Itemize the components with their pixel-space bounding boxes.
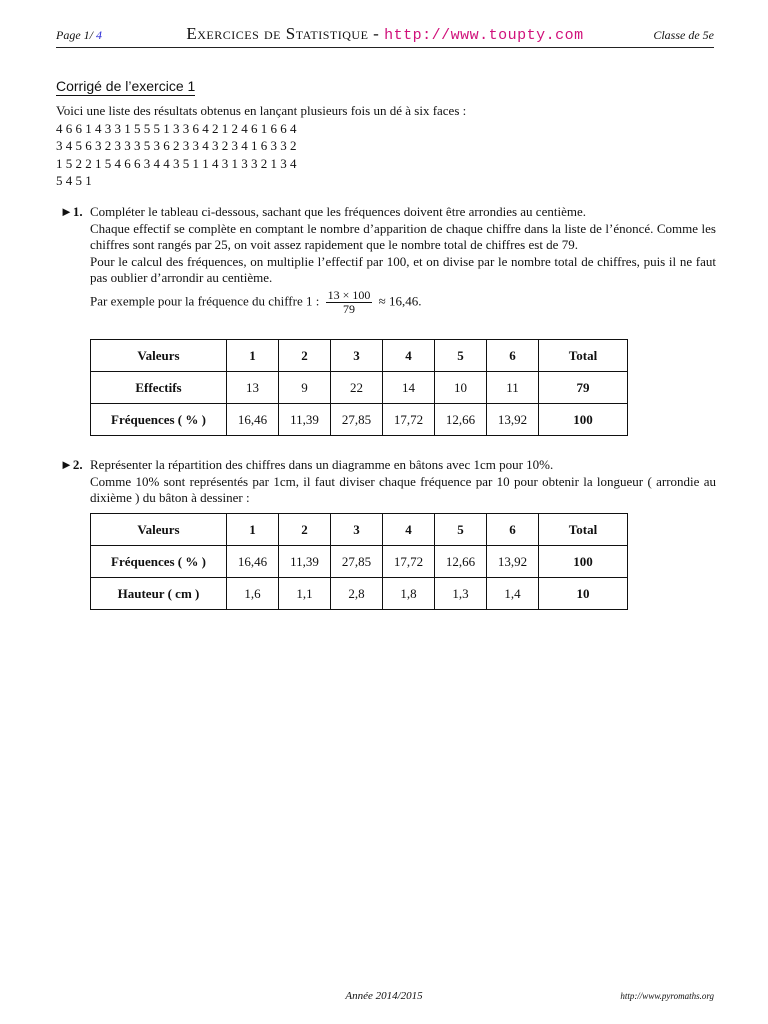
table-cell: 1,3 (435, 578, 487, 610)
table-cell: 1,1 (279, 578, 331, 610)
table-cell: 9 (279, 372, 331, 404)
table-cell: 13,92 (487, 546, 539, 578)
question-number: ►2. (60, 457, 83, 472)
dice-results-line: 1 5 2 2 1 5 4 6 6 3 4 4 3 5 1 1 4 3 1 3 3 2 1 3 4 (56, 155, 297, 171)
table-row (91, 372, 628, 404)
table-cell: 11 (487, 372, 539, 404)
frequency-table (90, 339, 628, 436)
table-cell: 5 (435, 514, 487, 546)
example-result: ≈ 16,46. (378, 292, 422, 308)
table-cell: Valeurs (91, 514, 227, 546)
document-title: Exercices de Statistique (186, 24, 369, 43)
table-cell: 16,46 (227, 404, 279, 436)
table-cell: 10 (435, 372, 487, 404)
table-cell: 6 (487, 340, 539, 372)
intro-block (56, 102, 716, 190)
page-label: Page 1/ (56, 28, 93, 42)
table-cell: 22 (331, 372, 383, 404)
table-row (91, 578, 628, 610)
header-divider (56, 47, 714, 48)
question-number: ►1. (60, 204, 83, 219)
page-header (56, 24, 714, 46)
question-1 (56, 204, 716, 316)
table-cell: Fréquences ( % ) (91, 404, 227, 436)
question-statement: Représenter la répartition des chiffres dans un diagramme en bâtons avec 1cm pour 10%. (90, 457, 554, 472)
table-cell: Valeurs (91, 340, 227, 372)
header-title (56, 24, 714, 44)
answer-paragraph: Pour le calcul des fréquences, on multiplie l’effectif par 100, et on divise par le nombre total de chiffres, puis il ne faut pas oublier d’arrondir au centième. (90, 253, 716, 285)
answer-paragraph: Chaque effectif se complète en comptant le nombre d’apparition de chaque chiffre dans la liste de l’énoncé. Comme les chiffres sont rangés par 25, on voit assez rapidement que le nombre total de chiffres est de 79. (90, 220, 716, 252)
dice-results-line: 4 6 6 1 4 3 3 1 5 5 5 1 3 3 6 4 2 1 2 4 6 1 6 6 4 (56, 120, 297, 136)
table-cell: 4 (383, 514, 435, 546)
table-cell: 16,46 (227, 546, 279, 578)
table-cell: 1,4 (487, 578, 539, 610)
question-2 (56, 457, 716, 507)
title-separator: - (368, 24, 385, 43)
page-total-link[interactable]: 4 (96, 28, 102, 42)
fraction (326, 289, 373, 316)
table-row (91, 340, 628, 372)
footer-year: Année 2014/2015 (345, 990, 423, 1002)
table-row (91, 514, 628, 546)
table-cell: 3 (331, 340, 383, 372)
table-cell: 10 (539, 578, 628, 610)
table-cell: 17,72 (383, 404, 435, 436)
height-table (90, 513, 628, 610)
fraction-numerator: 13 × 100 (327, 287, 371, 302)
table-cell: 1,8 (383, 578, 435, 610)
dice-results-line: 5 4 5 1 (56, 173, 92, 188)
dice-results-line: 3 4 5 6 3 2 3 3 3 5 3 6 2 3 3 4 3 2 3 4 1 6 3 3 2 (56, 138, 297, 153)
table-cell: 27,85 (331, 546, 383, 578)
section-title: Corrigé de l’exercice 1 (56, 78, 196, 94)
example-prefix: Par exemple pour la fréquence du chiffre 1 : (90, 292, 320, 308)
table-cell: 27,85 (331, 404, 383, 436)
table-cell: Total (539, 340, 628, 372)
table-cell: 13,92 (487, 404, 539, 436)
table-cell: 11,39 (279, 546, 331, 578)
table-cell: 11,39 (279, 404, 331, 436)
table-cell: 100 (539, 546, 628, 578)
answer-paragraph: Comme 10% sont représentés par 1cm, il faut diviser chaque fréquence par 10 pour obtenir la longueur ( arrondie au dixième ) du bâton à dessiner : (90, 473, 716, 505)
table-cell: Hauteur ( cm ) (91, 578, 227, 610)
table-cell: 17,72 (383, 546, 435, 578)
table-cell: 5 (435, 340, 487, 372)
table-cell: 6 (487, 514, 539, 546)
example-line (90, 289, 716, 316)
table-cell: 1,6 (227, 578, 279, 610)
table-row (91, 404, 628, 436)
source-url-link[interactable]: http://www.toupty.com (384, 27, 584, 44)
table-cell: Fréquences ( % ) (91, 546, 227, 578)
fraction-denominator: 79 (342, 301, 355, 316)
table-cell: 13 (227, 372, 279, 404)
table-cell: 3 (331, 514, 383, 546)
footer-site-link[interactable]: http://www.pyromaths.org (620, 991, 714, 1001)
table-cell: 1 (227, 340, 279, 372)
table-cell: Effectifs (91, 372, 227, 404)
table-cell: 1 (227, 514, 279, 546)
class-label: Classe de 5e (653, 28, 714, 42)
table-cell: 2,8 (331, 578, 383, 610)
table-cell: 79 (539, 372, 628, 404)
table-row (91, 546, 628, 578)
table-cell: 12,66 (435, 546, 487, 578)
table-cell: 2 (279, 340, 331, 372)
table-cell: 12,66 (435, 404, 487, 436)
table-cell: Total (539, 514, 628, 546)
table-cell: 14 (383, 372, 435, 404)
question-statement: Compléter le tableau ci-dessous, sachant que les fréquences doivent être arrondies au centième. (90, 204, 586, 219)
table-cell: 100 (539, 404, 628, 436)
table-cell: 2 (279, 514, 331, 546)
table-cell: 4 (383, 340, 435, 372)
intro-sentence: Voici une liste des résultats obtenus en lançant plusieurs fois un dé à six faces : (56, 103, 467, 118)
